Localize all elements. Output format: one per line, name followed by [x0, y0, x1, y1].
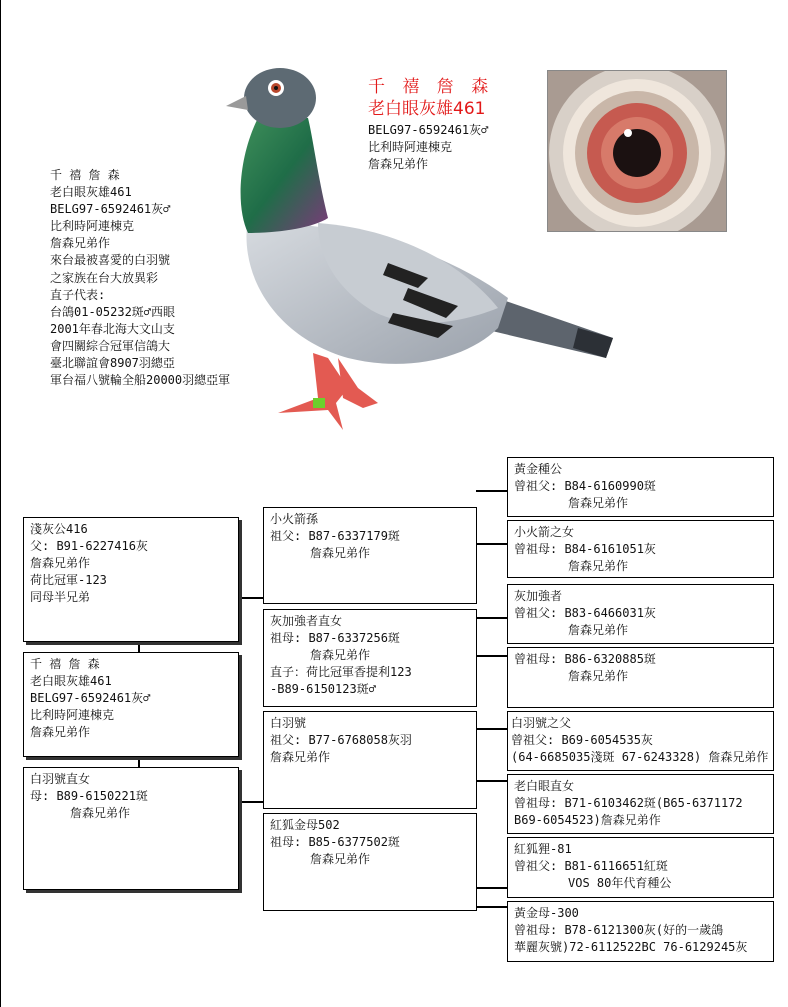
desc-line: 老白眼灰雄461 — [50, 185, 132, 200]
desc-line: 比利時阿連棟克 — [50, 219, 135, 234]
desc-line: BELG97-6592461灰♂ — [50, 202, 171, 217]
gp-name: 白羽號 — [270, 716, 307, 730]
title-line-2: 老白眼灰雄461 — [368, 99, 486, 119]
ggp-ring: 曾祖父: B81-6116651紅斑 — [514, 859, 668, 873]
title-line-1: 千 禧 詹 森 — [368, 77, 495, 97]
gp-note: 直子：荷比冠軍香提利123 — [270, 665, 412, 679]
pedigree-grandsire-paternal — [263, 507, 477, 604]
ggp-note: 華麗灰號)72-6112522BC 76-6129245灰 — [514, 940, 748, 954]
desc-line: 會四關綜合冠軍信鴿大 — [50, 338, 171, 353]
ggp-ring: 曾祖母: B78-6121300灰(好的一歲鴿 — [514, 923, 724, 937]
desc-line: 詹森兄弟作 — [50, 236, 111, 251]
origin: 比利時阿連棟克 — [368, 140, 453, 154]
connector — [238, 597, 264, 599]
desc-line: 千 禧 詹 森 — [50, 168, 120, 182]
pedigree-ggp-5 — [507, 711, 774, 771]
ggp-note: VOS 80年代育種公 — [568, 876, 672, 890]
pedigree-ggp-7 — [507, 837, 774, 898]
father-note: 荷比冠軍-123 — [30, 573, 107, 587]
ggp-name: 黃金種公 — [514, 462, 563, 476]
connector — [476, 655, 508, 657]
ggp-name: 白羽號之父 — [511, 716, 572, 730]
ggp-name: 小火箭之女 — [514, 525, 575, 539]
connector — [476, 617, 508, 619]
eye-photo — [547, 70, 727, 232]
ggp-ring: 曾祖父: B83-6466031灰 — [514, 606, 656, 620]
gp-name: 小火箭孫 — [270, 512, 319, 526]
subject-ring: BELG97-6592461灰♂ — [30, 691, 151, 705]
gp-name: 灰加強者直女 — [270, 614, 343, 628]
desc-line: 來台最被喜愛的白羽號 — [50, 253, 171, 268]
pedigree-father-box — [23, 517, 239, 642]
description-text — [50, 167, 230, 389]
connector — [476, 490, 508, 492]
connector — [476, 728, 508, 730]
subject-name: 千 禧 詹 森 — [30, 657, 100, 671]
connector — [238, 801, 264, 803]
desc-line: 之家族在台大放異彩 — [50, 270, 159, 285]
pedigree-ggp-2 — [507, 520, 774, 578]
pedigree-subject-box — [23, 652, 239, 757]
breeder: 詹森兄弟作 — [368, 157, 429, 171]
gp-ring: 祖母: B87-6337256斑 — [270, 631, 400, 645]
subject-origin: 比利時阿連棟克 — [30, 708, 115, 722]
father-note: 同母半兄弟 — [30, 590, 91, 604]
gp-ring: 祖父: B77-6768058灰羽 — [270, 733, 412, 747]
mother-ring: 母: B89-6150221斑 — [30, 789, 148, 803]
connector — [476, 543, 508, 545]
father-ring: 父: B91-6227416灰 — [30, 539, 148, 553]
desc-line: 台鴿01-05232斑♂西眼 — [50, 304, 176, 319]
ggp-note: (64-6685035淺斑 67-6243328) 詹森兄弟作 — [511, 750, 769, 764]
gp-note: -B89-6150123斑♂ — [270, 682, 376, 696]
ggp-ring: 曾祖母: B71-6103462斑(B65-6371172 — [514, 796, 743, 810]
father-name: 淺灰公416 — [30, 522, 88, 536]
ggp-ring: 曾祖父: B84-6160990斑 — [514, 479, 656, 493]
subject-breeder: 詹森兄弟作 — [30, 725, 91, 739]
pedigree-granddam-paternal — [263, 609, 477, 707]
pedigree-ggp-6 — [507, 774, 774, 834]
desc-line: 直子代表: — [50, 287, 106, 302]
ggp-note: B69-6054523)詹森兄弟作 — [514, 813, 661, 827]
connector — [476, 780, 508, 782]
mother-name: 白羽號直女 — [30, 772, 91, 786]
connector — [476, 887, 508, 889]
ggp-ring: 曾祖母: B84-6161051灰 — [514, 542, 656, 556]
pedigree-ggp-3 — [507, 584, 774, 644]
ggp-ring: 曾祖父: B69-6054535灰 — [511, 733, 653, 747]
ggp-name: 紅狐狸-81 — [514, 842, 572, 856]
ggp-breeder: 詹森兄弟作 — [568, 496, 629, 510]
ggp-name: 灰加強者 — [514, 589, 563, 603]
gp-breeder: 詹森兄弟作 — [310, 852, 371, 866]
pedigree-ggp-1 — [507, 457, 774, 517]
desc-line: 2001年春北海大文山支 — [50, 321, 175, 336]
desc-line: 臺北聯誼會8907羽總亞 — [50, 356, 175, 371]
gp-ring: 祖母: B85-6377502斑 — [270, 835, 400, 849]
gp-name: 紅狐金母502 — [270, 818, 340, 832]
page-left-border — [0, 0, 1, 1007]
title-info — [368, 122, 488, 173]
pedigree-granddam-maternal — [263, 813, 477, 911]
ring-number: BELG97-6592461灰♂ — [368, 123, 489, 137]
pigeon-title — [368, 76, 494, 120]
ggp-breeder: 詹森兄弟作 — [568, 669, 629, 683]
gp-ring: 祖父: B87-6337179斑 — [270, 529, 400, 543]
subject-title: 老白眼灰雄461 — [30, 674, 112, 688]
ggp-name: 老白眼直女 — [514, 779, 575, 793]
ggp-name: 黃金母-300 — [514, 906, 579, 920]
gp-breeder: 詹森兄弟作 — [270, 750, 331, 764]
gp-breeder: 詹森兄弟作 — [310, 546, 371, 560]
pedigree-mother-box — [23, 767, 239, 890]
ggp-ring: 曾祖母: B86-6320885斑 — [514, 652, 656, 666]
pedigree-ggp-4 — [507, 647, 774, 708]
pedigree-grandsire-maternal — [263, 711, 477, 809]
desc-line: 軍台福八號輪全船20000羽總亞軍 — [50, 373, 231, 388]
ggp-breeder: 詹森兄弟作 — [568, 559, 629, 573]
father-breeder: 詹森兄弟作 — [30, 556, 91, 570]
connector — [476, 906, 508, 908]
ggp-breeder: 詹森兄弟作 — [568, 623, 629, 637]
mother-breeder: 詹森兄弟作 — [70, 806, 131, 820]
pedigree-ggp-8 — [507, 901, 774, 962]
gp-breeder: 詹森兄弟作 — [310, 648, 371, 662]
